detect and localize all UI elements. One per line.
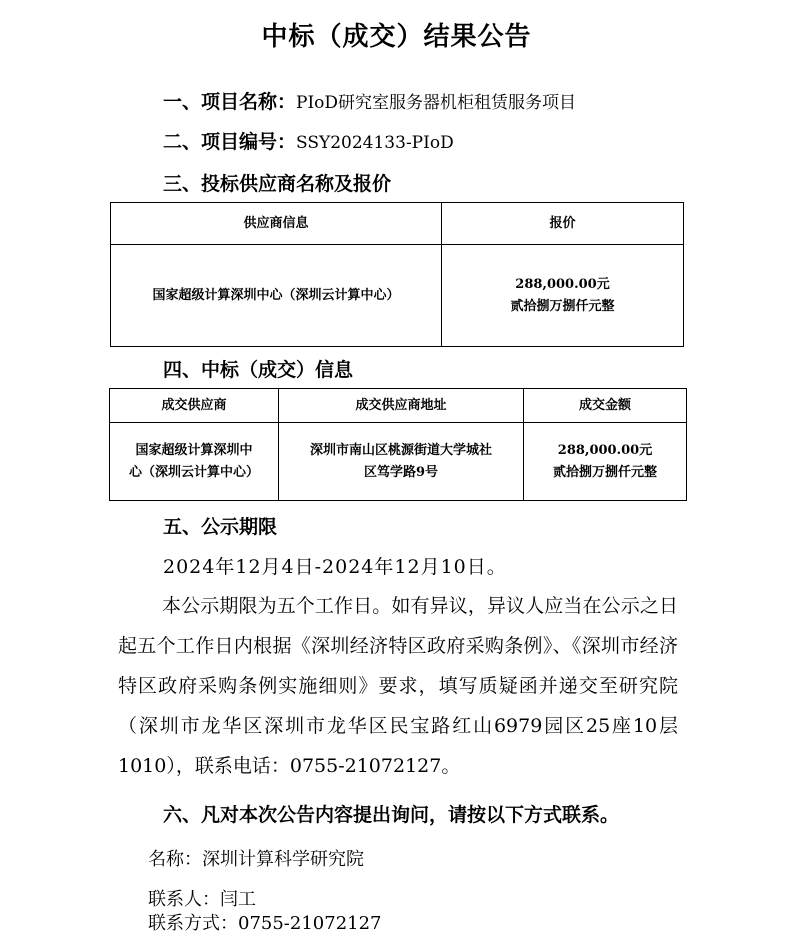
- publicity-notice: 本公示期限为五个工作日。如有异议，异议人应当在公示之日起五个工作日内根据《深圳经济特区政府采购条例》、《深圳市经济特区政府采购条例实施细则》要求，填写质疑函并递交至研究院（深圳市龙华区深圳市龙华区民宝路红山6979园区25座10层1010），联系电话：0755-21072127。: [118, 595, 678, 777]
- table-row: [110, 423, 687, 501]
- winner-address-cell: [279, 423, 524, 501]
- contact-heading: 六、凡对本次公告内容提出询问，请按以下方式联系。: [163, 804, 620, 826]
- contact-person: 联系人：闫工: [148, 889, 256, 910]
- project-name-heading: 一、项目名称：: [163, 91, 297, 113]
- award-table: [109, 388, 687, 501]
- winner-supplier-cell: [110, 423, 279, 501]
- header-supplier-address: 成交供应商地址: [279, 389, 524, 423]
- page-title: 中标（成交）结果公告: [261, 22, 532, 52]
- table-header-row: [111, 203, 684, 245]
- table-row: [111, 245, 684, 347]
- bidder-price-cell: [442, 245, 684, 347]
- table-header-row: [110, 389, 687, 423]
- header-amount: 成交金额: [524, 389, 687, 423]
- publicity-dates: 2024年12月4日-2024年12月10日。: [163, 556, 507, 578]
- project-name-value: PIoD研究室服务器机柜租赁服务项目: [296, 93, 577, 113]
- bidder-price: 288,000.00元: [515, 276, 610, 292]
- winner-supplier-line1: 国家超级计算深圳中: [135, 442, 253, 458]
- project-number-value: SSY2024133-PIoD: [296, 133, 454, 153]
- contact-phone: 联系方式：0755-21072127: [148, 913, 382, 934]
- bidders-heading: 三、投标供应商名称及报价: [163, 173, 392, 195]
- bidder-supplier-cell: 国家超级计算深圳中心（深圳云计算中心）: [111, 245, 442, 347]
- winner-address-line2: 区笃学路9号: [363, 464, 439, 480]
- project-name-row: [163, 87, 576, 114]
- award-heading: 四、中标（成交）信息: [163, 359, 354, 381]
- header-price: 报价: [442, 203, 684, 245]
- header-supplier-info: 供应商信息: [111, 203, 442, 245]
- winner-amount-cell: [524, 423, 687, 501]
- project-number-heading: 二、项目编号：: [163, 131, 297, 153]
- bidders-table: [110, 202, 684, 347]
- publicity-heading: 五、公示期限: [163, 516, 278, 538]
- winner-supplier-line2: 心（深圳云计算中心）: [128, 464, 259, 480]
- header-winning-supplier: 成交供应商: [110, 389, 279, 423]
- winner-address-line1: 深圳市南山区桃源街道大学城社: [309, 442, 492, 458]
- project-number-row: [163, 127, 454, 154]
- contact-org-name: 名称：深圳计算科学研究院: [148, 849, 364, 870]
- winner-amount: 288,000.00元: [557, 442, 653, 458]
- winner-amount-words: 贰拾捌万捌仟元整: [552, 464, 657, 480]
- bidder-price-words: 贰拾捌万捌仟元整: [510, 298, 615, 314]
